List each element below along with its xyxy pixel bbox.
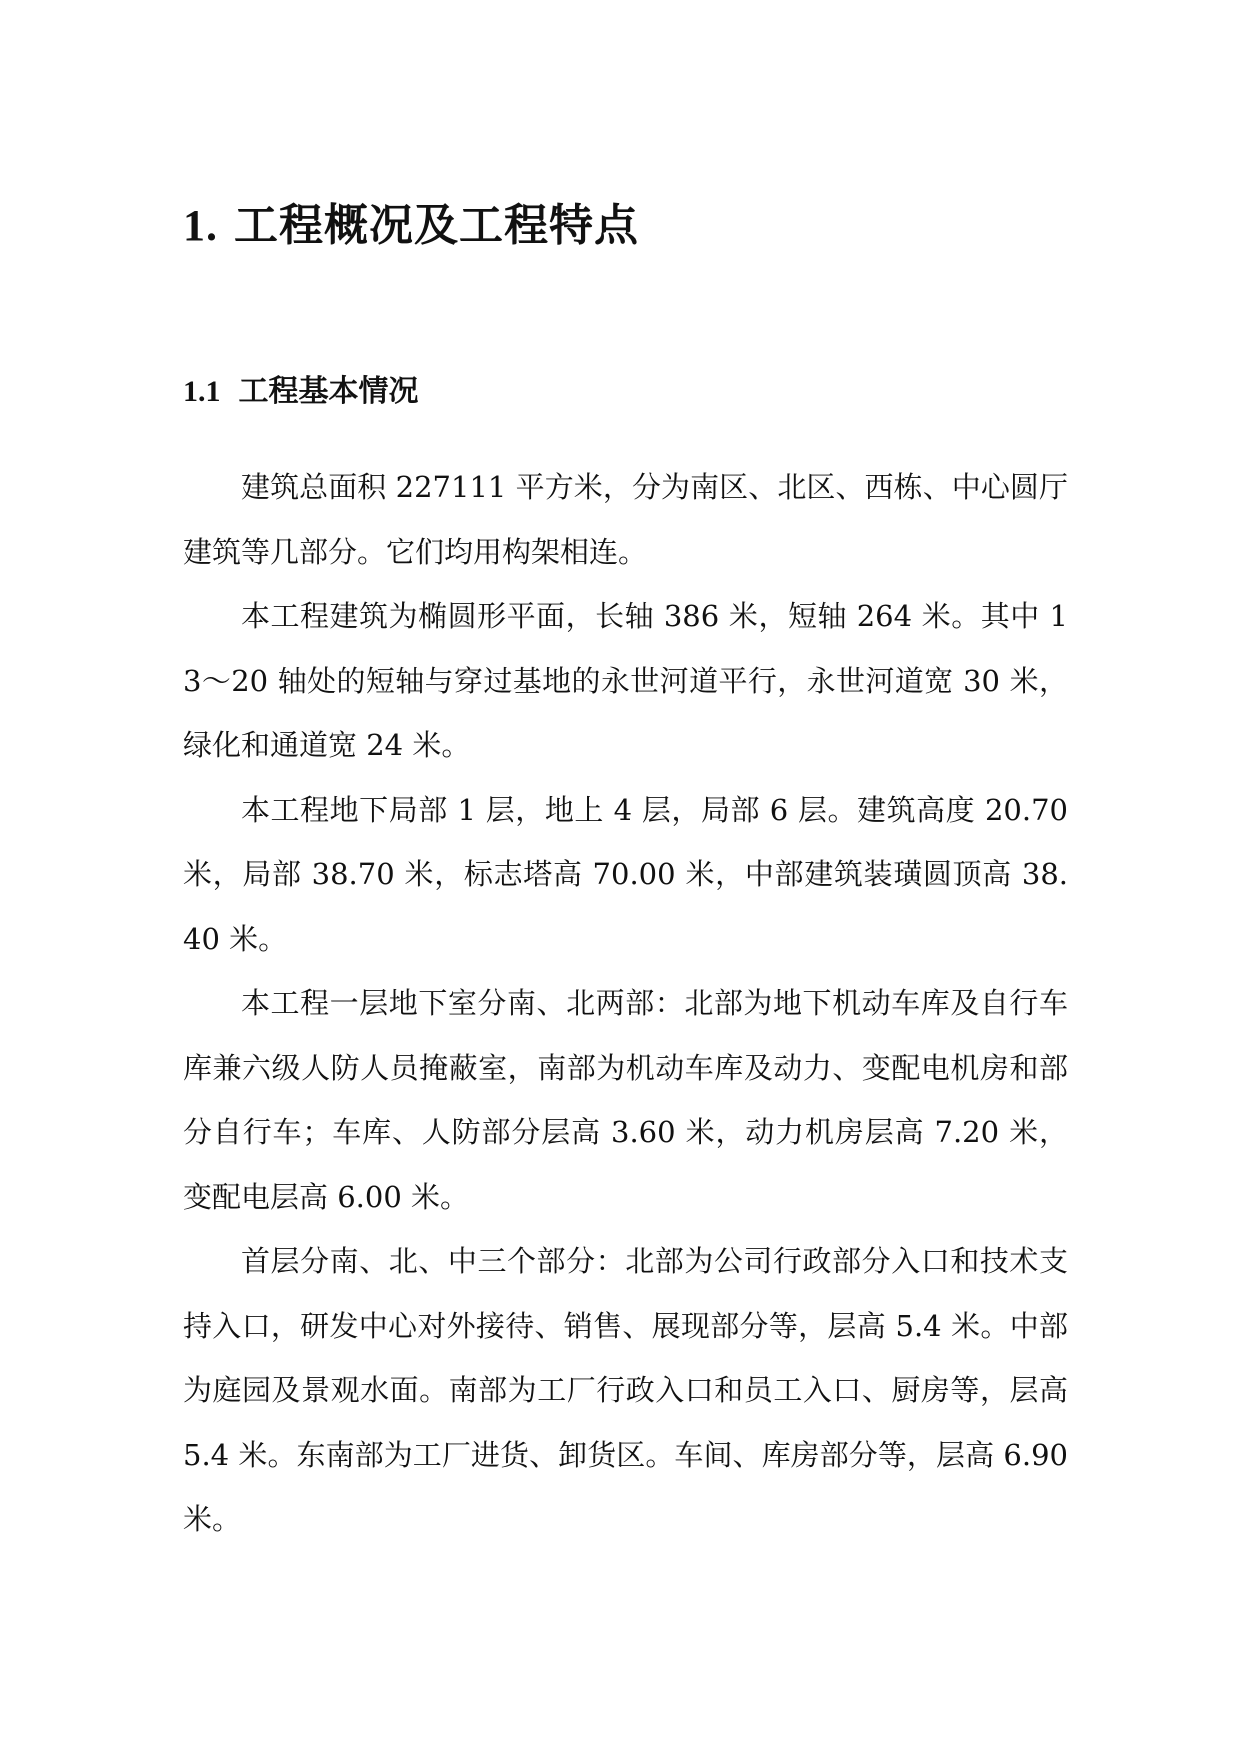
chapter-number: 1. (183, 201, 218, 250)
section-number: 1.1 (183, 375, 221, 408)
chapter-title: 工程概况及工程特点 (234, 200, 639, 251)
section-title: 工程基本情况 (238, 374, 419, 409)
chapter-heading (183, 196, 639, 256)
paragraph-height: 本工程地下局部 1 层，地上 4 层，局部 6 层。建筑高度 20.70 米，局部 38.70 米，标志塔高 70.00 米，中部建筑装璜圆顶高 38.40 米。 (183, 792, 1068, 956)
paragraph-area: 建筑总面积 227111 平方米，分为南区、北区、西栋、中心圆厅建筑等几部分。它们均用构架相连。 (183, 470, 1068, 569)
paragraph-ground-floor: 首层分南、北、中三个部分：北部为公司行政部分入口和技术支持入口，研发中心对外接待、销售、展现部分等，层高 5.4 米。中部为庭园及景观水面。南部为工厂行政入口和员工入口、厨房等，层高 5.4 米。东南部为工厂进货、卸货区。车间、库房部分等，层高 6.90 米。 (183, 1244, 1068, 1536)
section-heading (183, 370, 419, 414)
paragraph-plan: 本工程建筑为椭圆形平面，长轴 386 米，短轴 264 米。其中 13～20 轴处的短轴与穿过基地的永世河道平行，永世河道宽 30 米，绿化和通道宽 24 米。 (183, 599, 1068, 762)
section-body (183, 455, 1068, 1552)
paragraph-basement: 本工程一层地下室分南、北两部：北部为地下机动车库及自行车库兼六级人防人员掩蔽室，南部为机动车库及动力、变配电机房和部分自行车；车库、人防部分层高 3.60 米，动力机房层高 7.20 米，变配电层高 6.00 米。 (183, 986, 1068, 1214)
